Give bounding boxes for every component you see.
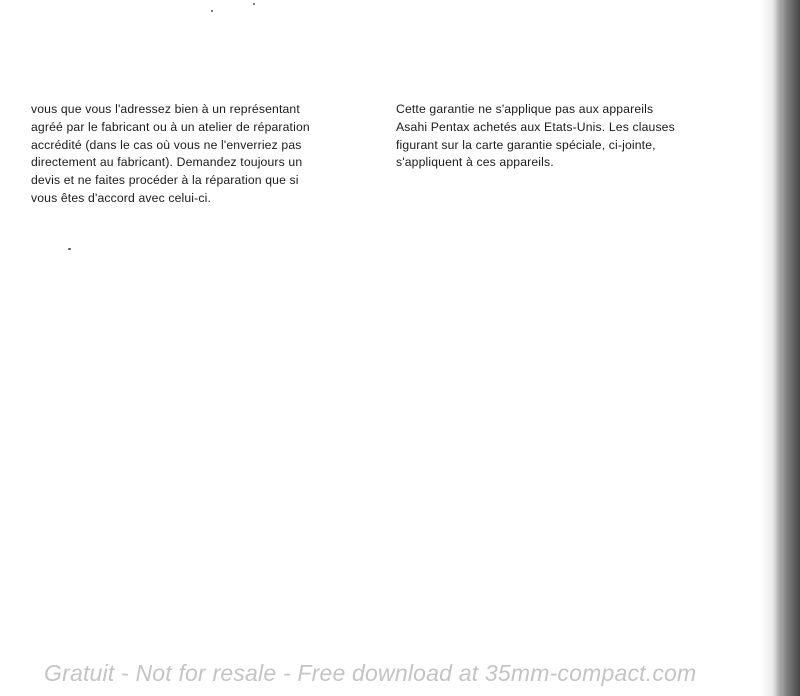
right-text-line: Cette garantie ne s'applique pas aux appareils	[396, 102, 654, 116]
scan-speck	[253, 3, 255, 5]
page-edge-shadow	[760, 0, 800, 696]
right-text-line: figurant sur la carte garantie spéciale, ci-jointe,	[396, 137, 656, 152]
scan-speck	[68, 248, 71, 250]
left-text-line: directement au fabricant). Demandez toujours un	[31, 155, 303, 170]
left-text-line: devis et ne faites procéder à la réparation que si	[31, 173, 299, 188]
download-watermark: Gratuit - Not for resale - Free download at 35mm-compact.com	[44, 660, 697, 686]
left-text-line: accrédité (dans le cas où vous ne l'enverriez pas	[31, 137, 302, 152]
left-text-line: vous êtes d'accord avec celui-ci.	[31, 190, 212, 205]
left-text-line: agréé par le fabricant ou à un atelier de réparation	[31, 119, 310, 134]
page-edge-fold	[776, 0, 782, 696]
right-text-column	[396, 101, 736, 172]
scan-speck	[211, 10, 213, 12]
left-text-column	[31, 101, 376, 208]
right-text-line: s'appliquent à ces appareils.	[396, 155, 554, 170]
right-text-line: Asahi Pentax achetés aux Etats-Unis. Les clauses	[396, 119, 675, 134]
left-text-line: vous que vous l'adressez bien à un représentant	[31, 102, 300, 116]
